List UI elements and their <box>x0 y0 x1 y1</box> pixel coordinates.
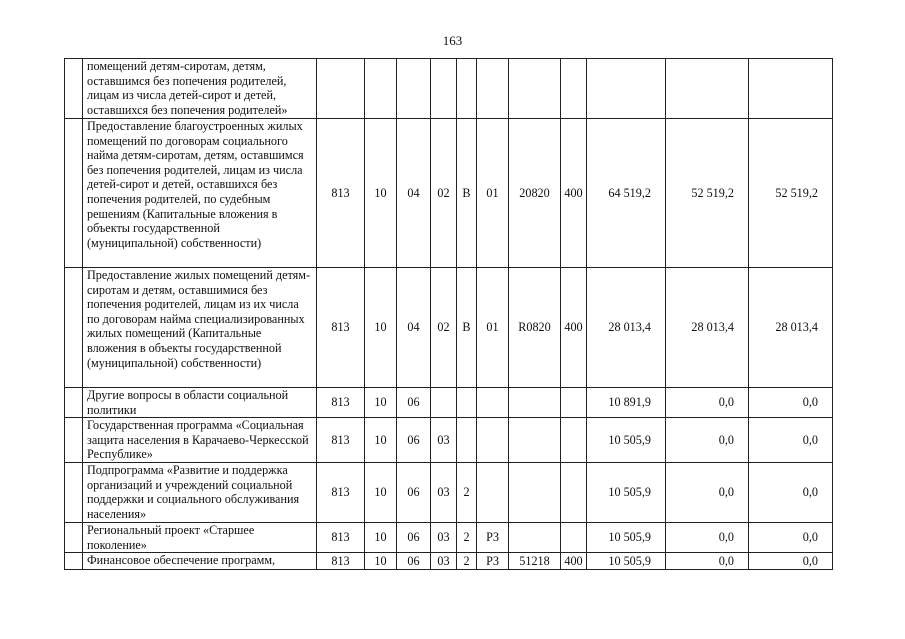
amount-1-cell: 10 505,9 <box>587 462 666 522</box>
amount-1-cell: 10 891,9 <box>587 388 666 418</box>
table-row <box>65 59 833 119</box>
section-code-cell: 10 <box>365 119 397 268</box>
section-code-cell <box>365 59 397 119</box>
table-row <box>65 268 833 388</box>
subprogram-code-cell: 2 <box>457 553 477 570</box>
direction-code-cell <box>509 462 561 522</box>
event-code-cell <box>477 388 509 418</box>
subsection-code-cell: 06 <box>397 462 431 522</box>
expense-type-cell <box>561 418 587 463</box>
budget-table <box>64 58 833 570</box>
event-code-cell <box>477 418 509 463</box>
subsection-code-cell: 06 <box>397 418 431 463</box>
row-marker-cell <box>65 268 83 388</box>
amount-3-cell: 52 519,2 <box>749 119 833 268</box>
amount-3-cell <box>749 59 833 119</box>
ministry-code-cell: 813 <box>317 388 365 418</box>
amount-1-cell <box>587 59 666 119</box>
ministry-code-cell <box>317 59 365 119</box>
direction-code-cell <box>509 522 561 552</box>
amount-2-cell <box>666 59 749 119</box>
table-row <box>65 119 833 268</box>
event-code-cell <box>477 59 509 119</box>
table-row <box>65 462 833 522</box>
subsection-code-cell: 04 <box>397 119 431 268</box>
expense-type-cell <box>561 59 587 119</box>
subsection-code-cell: 06 <box>397 388 431 418</box>
subsection-code-cell <box>397 59 431 119</box>
amount-3-cell: 0,0 <box>749 388 833 418</box>
item-name-cell: Предоставление благоустроенных жилых помещений по договорам социального найма детям-сиротам, детям, оставшимся без попечения родителей, лицам из числа детей-сирот и детей, оставшихся без попечения родителей, по судебным решениям (Капитальные вложения в объекты государственной (муниципальной) собственности) <box>83 119 317 268</box>
subprogram-code-cell: 2 <box>457 522 477 552</box>
amount-2-cell: 0,0 <box>666 418 749 463</box>
amount-3-cell: 0,0 <box>749 418 833 463</box>
subprogram-code-cell: В <box>457 268 477 388</box>
ministry-code-cell: 813 <box>317 418 365 463</box>
section-code-cell: 10 <box>365 268 397 388</box>
program-code-cell: 02 <box>431 268 457 388</box>
program-code-cell: 03 <box>431 522 457 552</box>
subprogram-code-cell <box>457 59 477 119</box>
program-code-cell: 03 <box>431 553 457 570</box>
direction-code-cell: R0820 <box>509 268 561 388</box>
subsection-code-cell: 04 <box>397 268 431 388</box>
program-code-cell: 03 <box>431 462 457 522</box>
subsection-code-cell: 06 <box>397 553 431 570</box>
direction-code-cell: 20820 <box>509 119 561 268</box>
item-name-cell: Финансовое обеспечение программ, <box>83 553 317 570</box>
program-code-cell <box>431 388 457 418</box>
section-code-cell: 10 <box>365 418 397 463</box>
table-row <box>65 418 833 463</box>
expense-type-cell: 400 <box>561 553 587 570</box>
item-name-cell: Другие вопросы в области социальной политики <box>83 388 317 418</box>
subsection-code-cell: 06 <box>397 522 431 552</box>
direction-code-cell <box>509 418 561 463</box>
amount-3-cell: 0,0 <box>749 522 833 552</box>
event-code-cell: 01 <box>477 119 509 268</box>
amount-2-cell: 0,0 <box>666 462 749 522</box>
section-code-cell: 10 <box>365 462 397 522</box>
amount-3-cell: 28 013,4 <box>749 268 833 388</box>
event-code-cell: P3 <box>477 553 509 570</box>
row-marker-cell <box>65 418 83 463</box>
subprogram-code-cell: 2 <box>457 462 477 522</box>
amount-2-cell: 0,0 <box>666 522 749 552</box>
amount-1-cell: 10 505,9 <box>587 553 666 570</box>
expense-type-cell: 400 <box>561 119 587 268</box>
row-marker-cell <box>65 388 83 418</box>
event-code-cell: P3 <box>477 522 509 552</box>
subprogram-code-cell: В <box>457 119 477 268</box>
item-name-cell: Региональный проект «Старшее поколение» <box>83 522 317 552</box>
expense-type-cell <box>561 522 587 552</box>
amount-2-cell: 28 013,4 <box>666 268 749 388</box>
item-name-cell: Государственная программа «Социальная защита населения в Карачаево-Черкесской Республике» <box>83 418 317 463</box>
program-code-cell: 03 <box>431 418 457 463</box>
item-name-cell: Подпрограмма «Развитие и поддержка организаций и учреждений социальной поддержки и социального обслуживания населения» <box>83 462 317 522</box>
section-code-cell: 10 <box>365 553 397 570</box>
expense-type-cell: 400 <box>561 268 587 388</box>
amount-1-cell: 10 505,9 <box>587 418 666 463</box>
table-row <box>65 522 833 552</box>
amount-2-cell: 0,0 <box>666 388 749 418</box>
event-code-cell <box>477 462 509 522</box>
page-number: 163 <box>442 33 463 48</box>
direction-code-cell <box>509 388 561 418</box>
amount-1-cell: 10 505,9 <box>587 522 666 552</box>
section-code-cell: 10 <box>365 388 397 418</box>
row-marker-cell <box>65 553 83 570</box>
expense-type-cell <box>561 388 587 418</box>
program-code-cell <box>431 59 457 119</box>
ministry-code-cell: 813 <box>317 268 365 388</box>
row-marker-cell <box>65 462 83 522</box>
row-marker-cell <box>65 522 83 552</box>
expense-type-cell <box>561 462 587 522</box>
item-name-cell: Предоставление жилых помещений детям-сиротам и детям, оставшимися без попечения родителей, лицам из их числа по договорам найма специализированных жилых помещений (Капитальные вложения в объекты государственной (муниципальной) собственности) <box>83 268 317 388</box>
item-name-cell: помещений детям-сиротам, детям, оставшимся без попечения родителей, лицам из числа детей-сирот и детей, оставшихся без попечения родителей» <box>83 59 317 119</box>
ministry-code-cell: 813 <box>317 462 365 522</box>
section-code-cell: 10 <box>365 522 397 552</box>
direction-code-cell: 51218 <box>509 553 561 570</box>
row-marker-cell <box>65 59 83 119</box>
amount-2-cell: 0,0 <box>666 553 749 570</box>
row-marker-cell <box>65 119 83 268</box>
table-row <box>65 553 833 570</box>
subprogram-code-cell <box>457 388 477 418</box>
amount-2-cell: 52 519,2 <box>666 119 749 268</box>
ministry-code-cell: 813 <box>317 522 365 552</box>
subprogram-code-cell <box>457 418 477 463</box>
ministry-code-cell: 813 <box>317 553 365 570</box>
direction-code-cell <box>509 59 561 119</box>
event-code-cell: 01 <box>477 268 509 388</box>
amount-3-cell: 0,0 <box>749 462 833 522</box>
program-code-cell: 02 <box>431 119 457 268</box>
amount-1-cell: 64 519,2 <box>587 119 666 268</box>
amount-3-cell: 0,0 <box>749 553 833 570</box>
amount-1-cell: 28 013,4 <box>587 268 666 388</box>
ministry-code-cell: 813 <box>317 119 365 268</box>
table-row <box>65 388 833 418</box>
